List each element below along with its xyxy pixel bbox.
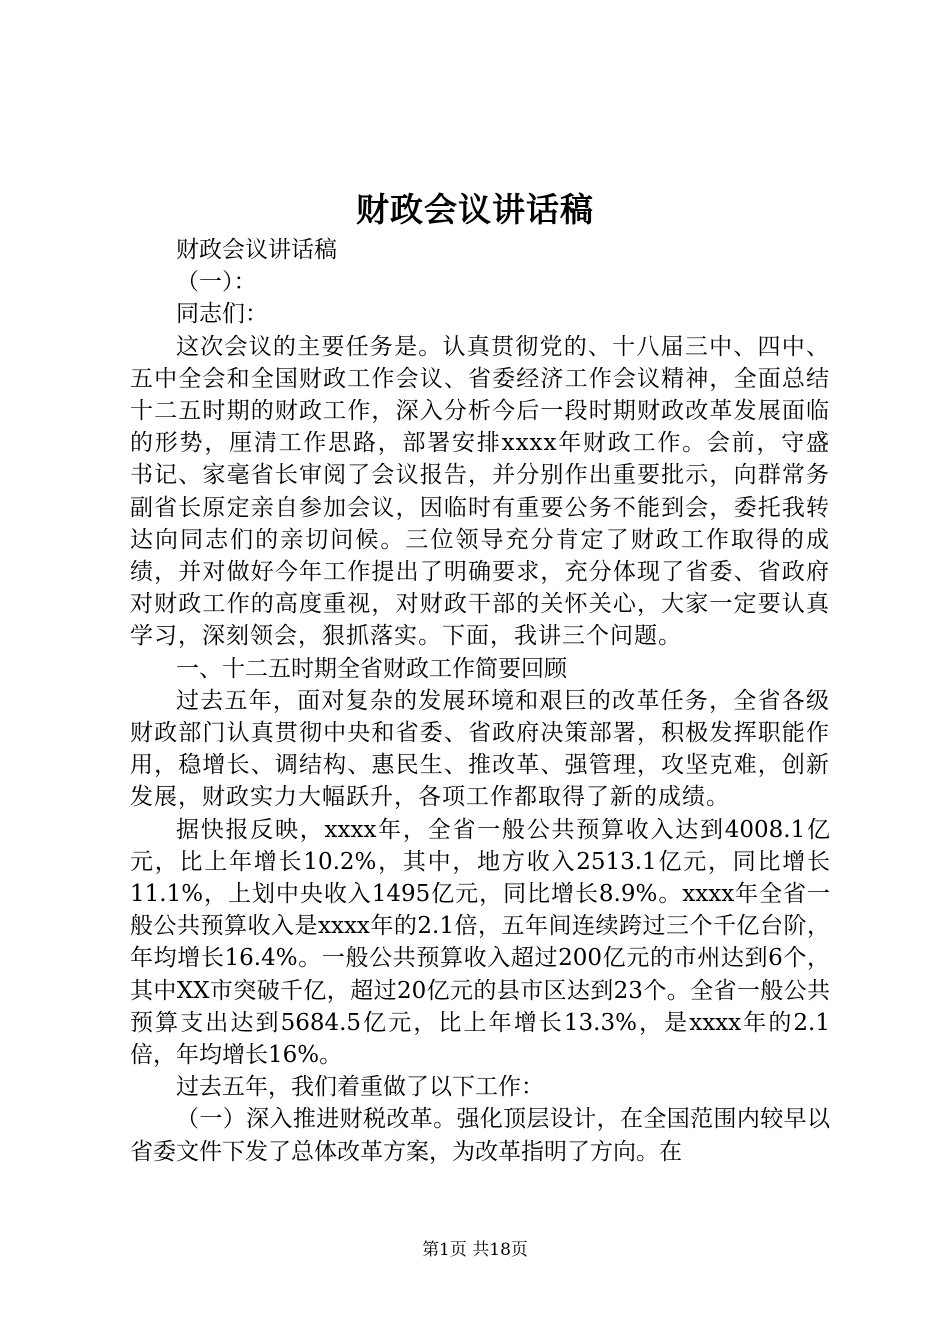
page-footer: 第1页 共18页: [422, 1240, 528, 1260]
paragraph-salutation: 同志们：: [176, 301, 268, 328]
paragraph-section-number: （一）：: [176, 269, 257, 296]
paragraph-work-intro: 过去五年，我们着重做了以下工作：: [176, 1074, 544, 1101]
paragraph-tax-reform: （一）深入推进财税改革。强化顶层设计，在全国范围内较早以省委文件下发了总体改革方案，为改革指明了方向。在: [130, 1106, 830, 1165]
paragraph-subtitle: 财政会议讲话稿: [176, 237, 337, 263]
section-heading-review: 一、十二五时期全省财政工作简要回顾: [176, 655, 567, 682]
document-body: [130, 234, 830, 1168]
paragraph-introduction: 这次会议的主要任务是。认真贯彻党的、十八届三中、四中、五中全会和全国财政工作会议、省委经济工作会议精神，全面总结十二五时期的财政工作，深入分析今后一段时期财政改革发展面临的形势，厘清工作思路，部署安排xxxx年财政工作。会前，守盛书记、家毫省长审阅了会议报告，并分别作出重要批示，向群常务副省长原定亲自参加会议，因临时有重要公务不能到会，委托我转达向同志们的亲切问候。三位领导充分肯定了财政工作取得的成绩，并对做好今年工作提出了明确要求，充分体现了省委、省政府对财政工作的高度重视，对财政干部的关怀关心，大家一定要认真学习，深刻领会，狠抓落实。下面，我讲三个问题。: [130, 333, 830, 650]
document-title: 财政会议讲话稿: [356, 190, 594, 229]
paragraph-review-summary: 过去五年，面对复杂的发展环境和艰巨的改革任务，全省各级财政部门认真贯彻中央和省委、省政府决策部署，积极发挥职能作用，稳增长、调结构、惠民生、推改革、强管理，攻坚克难，创新发展，财政实力大幅跃升，各项工作都取得了新的成绩。: [130, 687, 830, 811]
paragraph-revenue-figures: 据快报反映，xxxx年，全省一般公共预算收入达到4008.1亿元，比上年增长10.2%，其中，地方收入2513.1亿元，同比增长11.1%，上划中央收入1495亿元，同比增长8.9%。xxxx年全省一般公共预算收入是xxxx年的2.1倍，五年间连续跨过三个千亿台阶，年均增长16.4%。一般公共预算收入超过200亿元的市州达到6个，其中XX市突破千亿，超过20亿元的县市区达到23个。全省一般公共预算支出达到5684.5亿元，比上年增长13.3%，是xxxx年的2.1倍，年均增长16%。: [130, 816, 830, 1069]
